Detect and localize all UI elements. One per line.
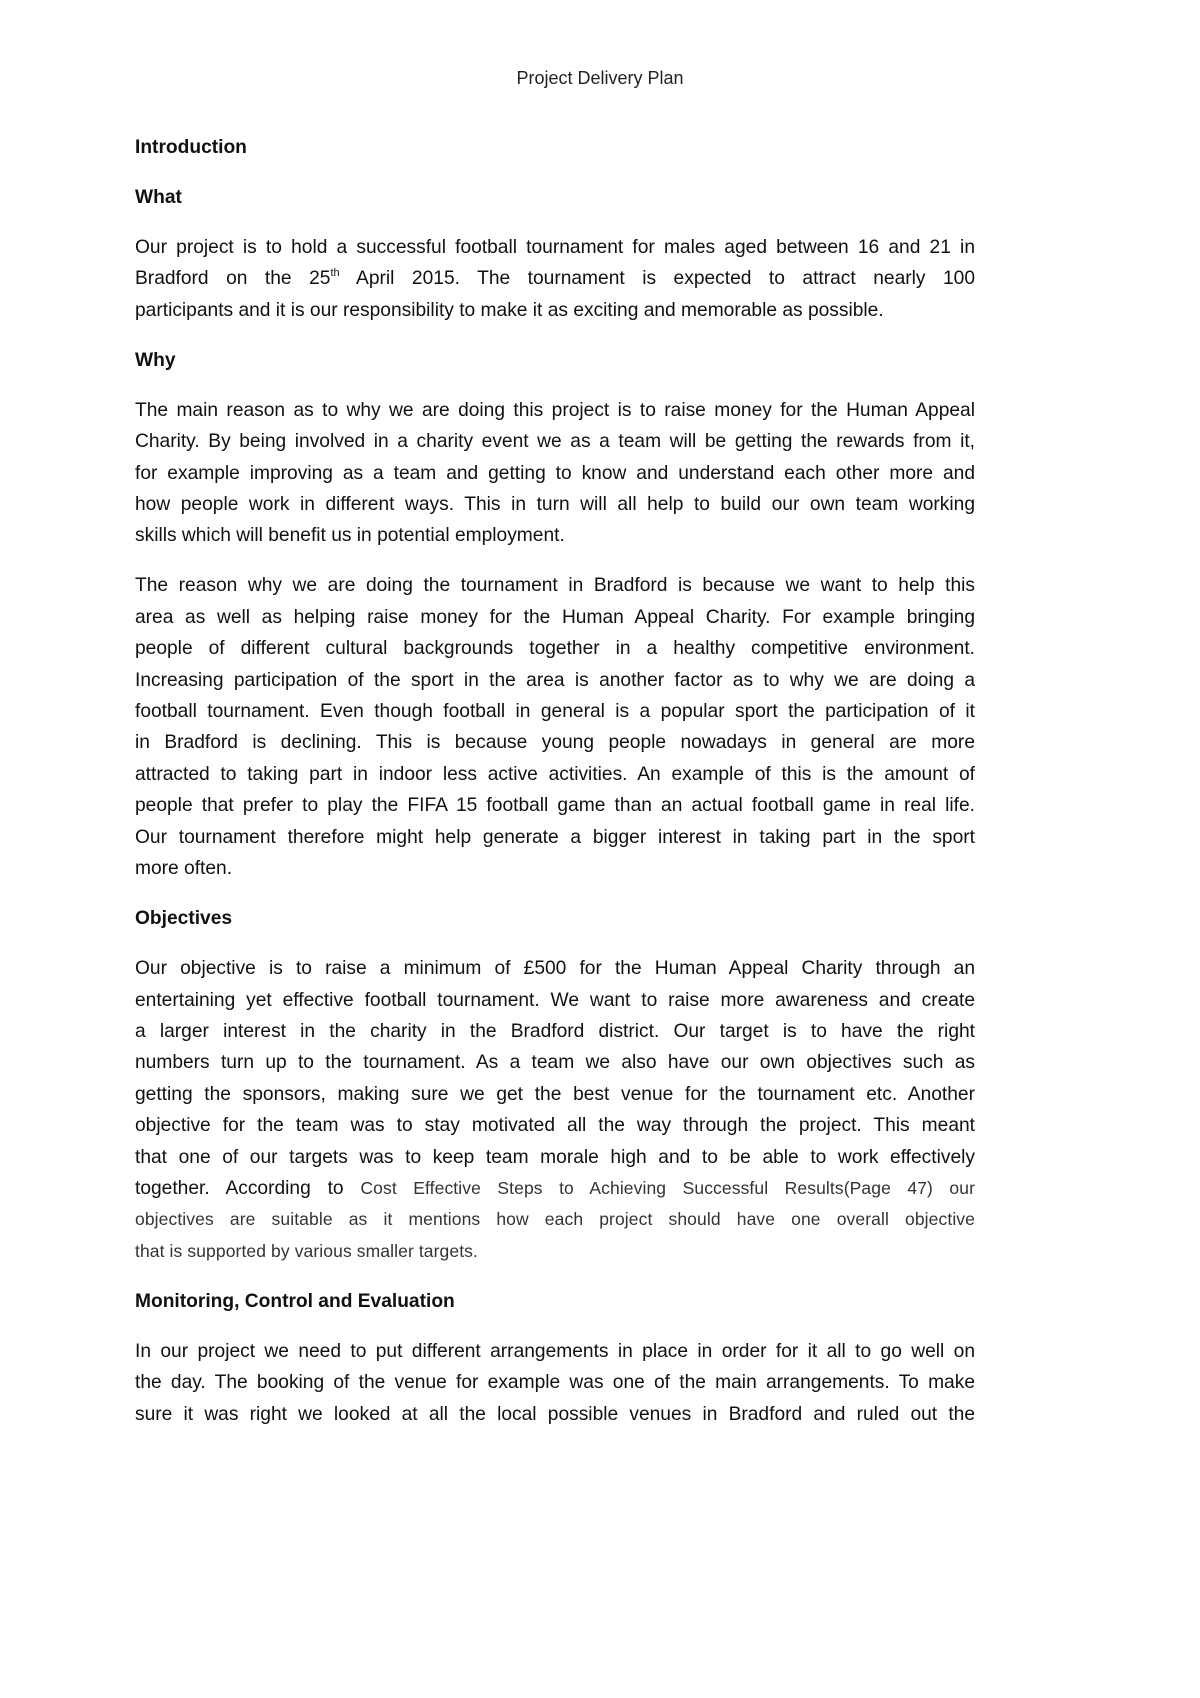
text-line [135, 1047, 975, 1078]
text-segment: sure it was right we looked at all the local possible venues in Bradford and ruled out the [135, 1403, 975, 1425]
paragraph [135, 1336, 975, 1430]
text-segment: getting the sponsors, making sure we get the best venue for the tournament etc. Another [135, 1083, 975, 1105]
paragraph [135, 395, 975, 552]
text-line [135, 953, 975, 984]
section-heading: What [135, 187, 182, 208]
text-line [135, 759, 975, 790]
text-line [135, 295, 975, 326]
text-segment: together. According to [135, 1177, 361, 1199]
text-line [135, 426, 975, 457]
text-segment: entertaining yet effective football tournament. We want to raise more awareness and create [135, 989, 975, 1011]
section-heading: Why [135, 349, 176, 371]
document-body [135, 132, 975, 1449]
text-segment: numbers turn up to the tournament. As a team we also have our own objectives such as [135, 1052, 975, 1074]
text-segment: The main reason as to why we are doing this project is to raise money for the Human Appeal [135, 399, 975, 421]
text-segment: football tournament. Even though football in general is a popular sport the participation of it [135, 701, 975, 723]
citation-text: Cost Effective Steps to Achieving Successful Results(Page 47) our [360, 1177, 975, 1198]
text-line [135, 602, 975, 633]
text-line [135, 633, 975, 664]
text-line [135, 1204, 975, 1235]
text-segment: area as well as helping raise money for the Human Appeal Charity. For example bringing [135, 606, 975, 628]
text-line [135, 1399, 975, 1430]
text-line [135, 489, 975, 520]
section-heading: Monitoring, Control and Evaluation [135, 1290, 455, 1312]
text-segment: Charity. By being involved in a charity event we as a team will be getting the rewards from it, [135, 431, 975, 453]
text-segment: participants and it is our responsibility to make it as exciting and memorable as possible. [135, 299, 884, 321]
text-segment: people of different cultural backgrounds together in a healthy competitive environment. [135, 638, 975, 660]
text-line [135, 985, 975, 1016]
text-segment: that one of our targets was to keep team morale high and to be able to work effectively [135, 1146, 975, 1168]
text-segment: how people work in different ways. This in turn will all help to build our own team working [135, 494, 975, 516]
text-segment: Our objective is to raise a minimum of £500 for the Human Appeal Charity through an [135, 958, 975, 980]
text-segment: more often. [135, 858, 233, 880]
text-line [135, 570, 975, 601]
paragraph [135, 953, 975, 1267]
page-header: Project Delivery Plan [516, 68, 684, 88]
text-segment: April 2015. The tournament is expected to attract nearly 100 [339, 268, 975, 290]
section-heading: Objectives [135, 908, 233, 930]
text-line [135, 696, 975, 727]
text-segment: objective for the team was to stay motivated all the way through the project. This meant [135, 1115, 975, 1137]
text-line [135, 520, 975, 551]
text-segment: In our project we need to put different arrangements in place in order for it all to go well on [135, 1340, 975, 1362]
text-line [135, 790, 975, 821]
text-segment: people that prefer to play the FIFA 15 football game than an actual football game in real life. [135, 795, 975, 817]
text-segment: Our tournament therefore might help generate a bigger interest in taking part in the sport [135, 826, 975, 848]
text-line [135, 853, 975, 884]
text-line [135, 1336, 975, 1367]
text-segment: Increasing participation of the sport in the area is another factor as to why we are doing a [135, 669, 975, 691]
text-segment: Our project is to hold a successful football tournament for males aged between 16 and 21 in [135, 237, 975, 258]
text-line [135, 395, 975, 426]
text-line [135, 1110, 975, 1141]
text-segment: attracted to taking part in indoor less active activities. An example of this is the amount of [135, 763, 975, 785]
text-segment: in Bradford is declining. This is because young people nowadays in general are more [135, 732, 975, 754]
text-line [135, 1142, 975, 1173]
citation-text: objectives are suitable as it mentions how each project should have one overall objective [135, 1209, 975, 1230]
citation-text: that is supported by various smaller targets. [135, 1240, 478, 1261]
superscript: th [330, 267, 340, 280]
text-line [135, 822, 975, 853]
text-line [135, 665, 975, 696]
text-line [135, 1367, 975, 1398]
text-segment: the day. The booking of the venue for example was one of the main arrangements. To make [135, 1372, 975, 1394]
text-line [135, 727, 975, 758]
section-heading: Introduction [135, 137, 247, 158]
text-segment: Bradford on the 25 [135, 268, 331, 290]
text-segment: for example improving as a team and getting to know and understand each other more and [135, 462, 975, 484]
text-line [135, 1016, 975, 1047]
paragraph [135, 570, 975, 884]
text-segment: a larger interest in the charity in the Bradford district. Our target is to have the right [135, 1020, 975, 1042]
text-segment: The reason why we are doing the tournament in Bradford is because we want to help this [135, 575, 975, 597]
text-line [135, 1079, 975, 1110]
text-line [135, 263, 975, 294]
text-line [135, 458, 975, 489]
text-line [135, 1173, 975, 1204]
text-line [135, 1236, 975, 1267]
text-segment: skills which will benefit us in potential employment. [135, 525, 565, 547]
text-line [135, 232, 975, 263]
paragraph [135, 232, 975, 326]
